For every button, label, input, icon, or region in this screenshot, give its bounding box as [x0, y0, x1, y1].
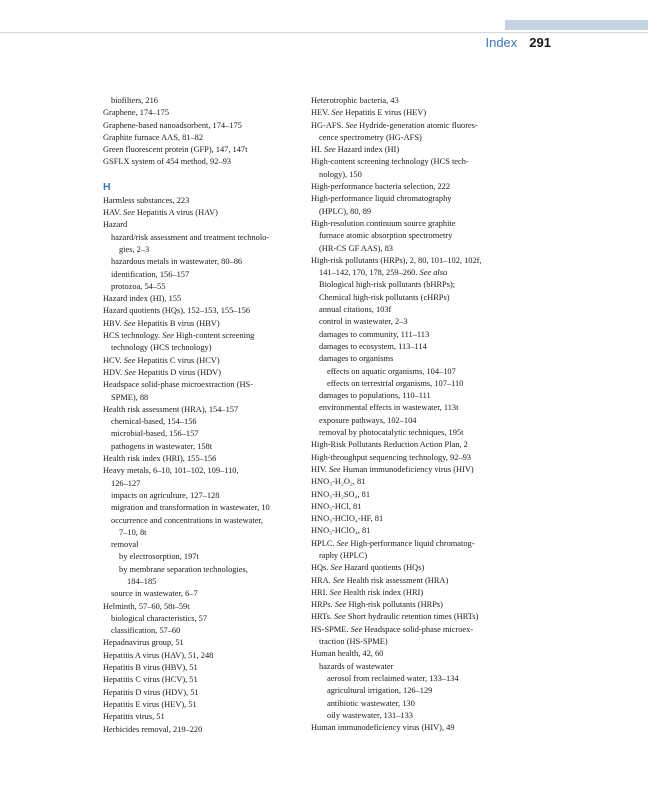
index-subentry: biological characteristics, 57 — [111, 613, 208, 623]
header-rule — [0, 32, 648, 33]
index-subentry: protozoa, 54–55 — [111, 281, 166, 291]
index-entry: High-risk pollutants (HRPs), 2, 80, 101–102, 102f, — [311, 255, 482, 265]
index-entry: Headspace solid-phase microextraction (HS- — [103, 380, 253, 390]
index-subentry: biofilters, 216 — [111, 96, 158, 105]
index-entry-continuation: SPME), 88 — [111, 392, 149, 402]
index-entry: High-performance liquid chromatography — [311, 194, 452, 204]
index-entry: HIV. See Human immunodeficiency virus (HIV) — [311, 464, 474, 474]
index-entry: HAV. See Hepatitis A virus (HAV) — [103, 208, 218, 218]
index-subentry: occurrence and concentrations in wastewater, — [111, 515, 263, 525]
index-subentry: aerosol from reclaimed water, 133–134 — [327, 673, 459, 683]
index-subentry: removal by photocatalytic techniques, 195t — [319, 428, 464, 438]
index-entry-continuation: 184–185 — [127, 576, 157, 586]
index-subentry: microbial-based, 156–157 — [111, 429, 199, 439]
index-entry: Green fluorescent protein (GFP), 147, 147t — [103, 145, 248, 155]
index-subentry: impacts on agriculture, 127–128 — [111, 490, 220, 500]
index-subentry: damages to community, 111–113 — [319, 329, 430, 339]
index-entry: HNO₃-HClO₄-HF, 81 — [311, 514, 384, 524]
index-subentry: annual citations, 103f — [319, 305, 392, 315]
index-entry: Hepadnavirus group, 51 — [103, 638, 184, 648]
index-subentry: hazard/risk assessment and treatment technolo- — [111, 232, 270, 242]
index-subentry: chemical-based, 154–156 — [111, 417, 197, 427]
index-entry: HBV. See Hepatitis B virus (HBV) — [103, 318, 220, 328]
index-subentry: oily wastewater, 131–133 — [327, 710, 413, 720]
index-entry: HI. See Hazard index (HI) — [311, 145, 400, 155]
index-entry-continuation: Chemical high-risk pollutants (cHRPs) — [319, 292, 450, 302]
index-entry: Hazard — [103, 220, 128, 230]
index-subentry: classification, 57–60 — [111, 626, 181, 636]
index-subentry: by electrosorption, 197t — [119, 552, 199, 562]
index-subentry: damages to organisms — [319, 354, 394, 364]
running-head-section: Index — [485, 35, 518, 50]
index-entry: HRTs. See Short hydraulic retention times (HRTs) — [311, 612, 479, 622]
index-entry-continuation: (HPLC), 80, 89 — [319, 206, 372, 216]
section-letter-heading: H — [103, 180, 111, 193]
index-entry: HNO₃-HCl, 81 — [311, 501, 362, 511]
index-entry-continuation: furnace atomic absorption spectrometry — [319, 231, 453, 241]
index-subentry: by membrane separation technologies, — [119, 564, 248, 574]
index-subentry: migration and transformation in wastewater, 10 — [111, 503, 270, 513]
index-entry: Herbicides removal, 219–220 — [103, 724, 203, 734]
index-entry-continuation: traction (HS-SPME) — [319, 637, 388, 647]
index-entry: Heavy metals, 6–10, 101–102, 109–110, — [103, 466, 239, 476]
index-entry-continuation: technology (HCS technology) — [111, 343, 212, 353]
index-entry: Graphene, 174–175 — [103, 108, 170, 118]
index-entry: HPLC. See High-performance liquid chromatog- — [311, 538, 475, 548]
index-entry: Helminth, 57–60, 58t–59t — [103, 601, 190, 611]
index-subentry: removal — [111, 540, 139, 550]
index-entry: Hepatitis C virus (HCV), 51 — [103, 675, 198, 685]
index-column-right — [311, 95, 523, 734]
index-entry: High-resolution continuum source graphite — [311, 218, 456, 228]
index-entry: HG-AFS. See Hydride-generation atomic fluores- — [311, 120, 478, 130]
index-entry-continuation: raphy (HPLC) — [319, 550, 368, 560]
index-entry: Hepatitis virus, 51 — [103, 712, 165, 722]
index-entry: Graphite furnace AAS, 81–82 — [103, 132, 204, 142]
index-entry: Health risk assessment (HRA), 154–157 — [103, 404, 239, 414]
index-entry: HNO₃-H₂SO₄, 81 — [311, 489, 371, 499]
index-subentry: hazards of wastewater — [319, 661, 394, 671]
index-entry: HRA. See Health risk assessment (HRA) — [311, 575, 449, 585]
index-entry: Hazard index (HI), 155 — [103, 294, 182, 304]
index-entry: Harmless substances, 223 — [103, 195, 190, 205]
index-subentry: pathogens in wastewater, 158t — [111, 441, 213, 451]
index-entry: GSFLX system of 454 method, 92–93 — [103, 157, 231, 167]
index-entry: HNO₃-H₂O₂, 81 — [311, 477, 366, 487]
index-subentry: damages to populations, 110–111 — [319, 391, 431, 401]
index-entry: Hepatitis E virus (HEV), 51 — [103, 699, 197, 709]
index-entry: High-Risk Pollutants Reduction Action Plan, 2 — [311, 440, 468, 450]
index-subentry: effects on aquatic organisms, 104–107 — [327, 366, 456, 376]
index-entry: Human immunodeficiency virus (HIV), 49 — [311, 723, 455, 733]
index-column-left — [103, 95, 291, 736]
index-entry-continuation: Biological high-risk pollutants (bHRPs); — [319, 280, 456, 290]
index-subentry: control in wastewater, 2–3 — [319, 317, 408, 327]
index-entry-continuation: nology), 150 — [319, 169, 362, 179]
index-entry: High-content screening technology (HCS tech- — [311, 157, 469, 167]
index-subentry: effects on terrestrial organisms, 107–110 — [327, 378, 464, 388]
index-subentry: identification, 156–157 — [111, 269, 190, 279]
index-entry: HRI. See Health risk index (HRI) — [311, 587, 424, 597]
index-entry-continuation: cence spectrometry (HG-AFS) — [319, 132, 422, 142]
index-entry: Graphene-based nanoadsorbent, 174–175 — [103, 120, 242, 130]
index-subentry: agricultural irrigation, 126–129 — [327, 686, 433, 696]
index-subentry: environmental effects in wastewater, 113t — [319, 403, 459, 413]
index-entry: Heterotrophic bacteria, 43 — [311, 96, 399, 105]
index-entry-continuation: 141–142, 170, 178, 259–260. See also — [319, 268, 448, 278]
index-entry-continuation: 7–10, 8t — [119, 527, 147, 537]
index-subentry: hazardous metals in wastewater, 80–86 — [111, 257, 243, 267]
index-entry: Hazard quotients (HQs), 152–153, 155–156 — [103, 306, 251, 316]
page-number: 291 — [529, 35, 551, 50]
index-entry: HEV. See Hepatitis E virus (HEV) — [311, 108, 427, 118]
index-entry-continuation: (HR-CS GF AAS), 83 — [319, 243, 393, 253]
index-entry: HDV. See Hepatitis D virus (HDV) — [103, 367, 222, 377]
index-entry: Hepatitis A virus (HAV), 51, 248 — [103, 650, 214, 660]
index-entry: Hepatitis B virus (HBV), 51 — [103, 663, 198, 673]
index-entry-continuation: gies, 2–3 — [119, 244, 150, 254]
index-entry: HS-SPME. See Headspace solid-phase microex- — [311, 624, 474, 634]
index-entry: High-throughput sequencing technology, 92–93 — [311, 452, 471, 462]
index-subentry: exposure pathways, 102–104 — [319, 415, 417, 425]
index-entry: HQs. See Hazard quotients (HQs) — [311, 563, 425, 573]
index-entry: HNO₃-HClO₄, 81 — [311, 526, 371, 536]
index-entry: HCS technology. See High-content screening — [103, 331, 255, 341]
index-entry: HCV. See Hepatitis C virus (HCV) — [103, 355, 220, 365]
header-accent-bar — [505, 20, 648, 30]
index-subentry: antibiotic wastewater, 130 — [327, 698, 415, 708]
index-subentry: damages to ecosystem, 113–114 — [319, 341, 427, 351]
running-head — [485, 35, 551, 50]
index-entry: Health risk index (HRI), 155–156 — [103, 454, 217, 464]
index-entry: High-performance bacteria selection, 222 — [311, 182, 451, 192]
index-subentry: source in wastewater, 6–7 — [111, 589, 198, 599]
index-entry: Human health, 42, 60 — [311, 649, 384, 659]
index-entry: HRPs. See High-risk pollutants (HRPs) — [311, 600, 443, 610]
index-entry: Hepatitis D virus (HDV), 51 — [103, 687, 199, 697]
index-entry-continuation: 126–127 — [111, 478, 141, 488]
